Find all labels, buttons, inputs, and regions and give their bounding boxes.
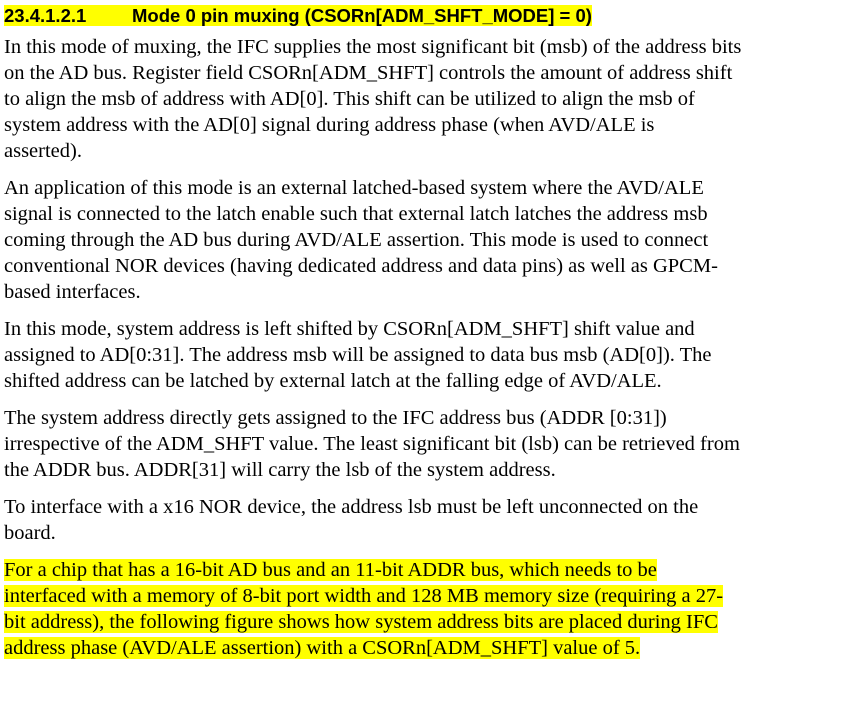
paragraph-1 bbox=[4, 34, 850, 164]
section-heading bbox=[4, 4, 853, 28]
paragraph-line: on the AD bus. Register field CSORn[ADM_SHFT] controls the amount of address shift bbox=[4, 62, 733, 84]
paragraph-2 bbox=[4, 175, 850, 305]
highlighted-text: bit address), the following figure shows how system address bits are placed during IFC bbox=[4, 611, 718, 633]
paragraph-line bbox=[4, 557, 850, 583]
paragraph-line: In this mode, system address is left shifted by CSORn[ADM_SHFT] shift value and bbox=[4, 318, 695, 340]
paragraph-line: asserted). bbox=[4, 140, 82, 162]
paragraph-line: board. bbox=[4, 522, 56, 544]
paragraph-line: In this mode of muxing, the IFC supplies the most significant bit (msb) of the address bits bbox=[4, 36, 742, 58]
section-title: Mode 0 pin muxing (CSORn[ADM_SHFT_MODE] = 0) bbox=[132, 5, 592, 26]
paragraph-line: irrespective of the ADM_SHFT value. The least significant bit (lsb) can be retrieved from bbox=[4, 433, 740, 455]
paragraph-line: coming through the AD bus during AVD/ALE assertion. This mode is used to connect bbox=[4, 229, 709, 251]
paragraph-line: to align the msb of address with AD[0]. This shift can be utilized to align the msb of bbox=[4, 88, 695, 110]
highlighted-text: interfaced with a memory of 8-bit port width and 128 MB memory size (requiring a 27- bbox=[4, 585, 724, 607]
paragraph-line: signal is connected to the latch enable such that external latch latches the address msb bbox=[4, 203, 708, 225]
paragraph-line bbox=[4, 583, 850, 609]
paragraph-line: system address with the AD[0] signal during address phase (when AVD/ALE is bbox=[4, 114, 655, 136]
paragraph-4 bbox=[4, 405, 850, 483]
highlighted-text: address phase (AVD/ALE assertion) with a CSORn[ADM_SHFT] value of 5. bbox=[4, 637, 641, 659]
paragraph-line: The system address directly gets assigned to the IFC address bus (ADDR [0:31]) bbox=[4, 407, 667, 429]
paragraph-line bbox=[4, 635, 850, 661]
paragraph-line: conventional NOR devices (having dedicated address and data pins) as well as GPCM- bbox=[4, 255, 718, 277]
paragraph-line: shifted address can be latched by external latch at the falling edge of AVD/ALE. bbox=[4, 370, 662, 392]
paragraph-line: assigned to AD[0:31]. The address msb will be assigned to data bus msb (AD[0]). The bbox=[4, 344, 712, 366]
paragraph-5 bbox=[4, 494, 850, 546]
paragraph-6-highlighted bbox=[4, 557, 850, 661]
paragraph-line: To interface with a x16 NOR device, the address lsb must be left unconnected on the bbox=[4, 496, 699, 518]
paragraph-line bbox=[4, 609, 850, 635]
paragraph-3 bbox=[4, 316, 850, 394]
heading-highlight bbox=[4, 5, 592, 26]
paragraph-line: the ADDR bus. ADDR[31] will carry the lsb of the system address. bbox=[4, 459, 556, 481]
section-number: 23.4.1.2.1 bbox=[4, 5, 87, 26]
paragraph-line: An application of this mode is an external latched-based system where the AVD/ALE bbox=[4, 177, 704, 199]
paragraph-line: based interfaces. bbox=[4, 281, 141, 303]
highlighted-text: For a chip that has a 16-bit AD bus and an 11-bit ADDR bus, which needs to be bbox=[4, 559, 657, 581]
